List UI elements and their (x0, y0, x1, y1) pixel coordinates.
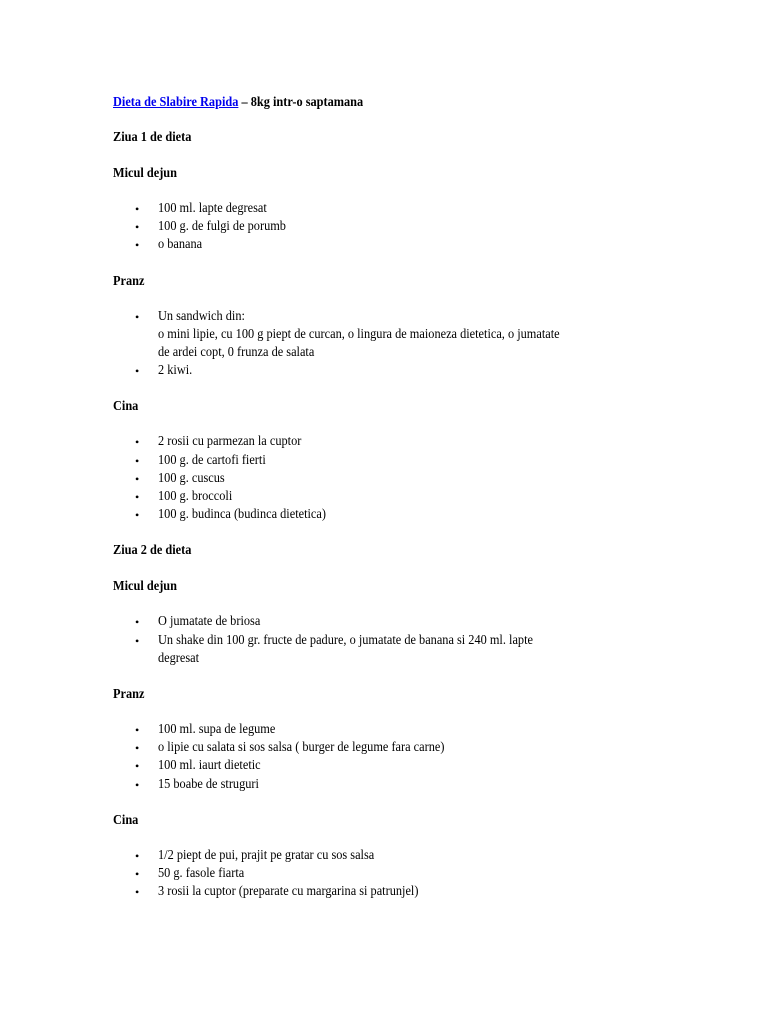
list-item (113, 433, 673, 451)
title-link[interactable]: Dieta de Slabire Rapida (113, 95, 239, 110)
list-item (113, 721, 673, 739)
bullet-icon: • (135, 759, 140, 774)
list-item-text: O jumatate de briosa (158, 614, 261, 630)
diet-days (113, 129, 673, 901)
list-item (113, 632, 673, 668)
list-item (113, 776, 673, 794)
list-item-text: Un shake din 100 gr. fructe de padure, o jumatate de banana si 240 ml. lapte (158, 632, 533, 648)
meal-items-list (113, 433, 673, 524)
list-item-text: 100 ml. iaurt dietetic (158, 758, 261, 774)
bullet-icon: • (135, 220, 140, 235)
meal-heading-text: Micul dejun (113, 166, 178, 181)
meal-heading (113, 686, 673, 704)
meal-items-list (113, 613, 673, 668)
meal-items-list (113, 721, 673, 794)
bullet-icon: • (135, 202, 140, 216)
list-item (113, 470, 673, 488)
list-item-text: o lipie cu salata si sos salsa ( burger de legume fara carne) (158, 740, 445, 756)
diet-day (113, 542, 673, 901)
bullet-icon: • (135, 309, 140, 324)
list-item-text: o banana (158, 237, 203, 253)
day-heading-text: Ziua 2 de dieta (113, 543, 192, 559)
list-item-text: 3 rosii la cuptor (preparate cu margarina si patrunjel) (158, 884, 419, 900)
list-item-text: 100 g. broccoli (158, 489, 233, 505)
list-item-text: 100 g. budinca (budinca dietetica) (158, 507, 326, 523)
bullet-icon: • (135, 435, 140, 450)
list-item (113, 865, 673, 883)
bullet-icon: • (135, 508, 140, 523)
document-title (113, 94, 673, 112)
bullet-icon: • (135, 453, 140, 468)
list-item-text: 100 g. de fulgi de porumb (158, 219, 286, 235)
bullet-icon: • (135, 364, 140, 379)
list-item (113, 488, 673, 506)
list-item-text: Un sandwich din: (158, 308, 245, 324)
list-item-text: 50 g. fasole fiarta (158, 866, 245, 882)
list-item-text: 2 rosii cu parmezan la cuptor (158, 434, 302, 450)
bullet-icon: • (135, 885, 140, 900)
meal-items-list (113, 308, 673, 381)
bullet-icon: • (135, 490, 140, 505)
list-item (113, 452, 673, 470)
list-item (113, 200, 673, 218)
meal-items-list (113, 847, 673, 902)
document-title-text (113, 94, 363, 112)
meal-heading (113, 578, 673, 596)
meal-heading (113, 165, 673, 183)
list-item-text: 2 kiwi. (158, 363, 193, 379)
bullet-icon: • (135, 723, 140, 738)
list-item-text: 1/2 piept de pui, prajit pe gratar cu sos salsa (158, 847, 375, 863)
title-subtitle: – 8kg intr-o saptamana (238, 95, 364, 110)
day-heading (113, 129, 673, 147)
list-item-text: 100 ml. lapte degresat (158, 201, 267, 216)
list-item-text: o mini lipie, cu 100 g piept de curcan, o lingura de maioneza dietetica, o jumatate (158, 326, 560, 342)
diet-day (113, 129, 673, 524)
list-item-text: de ardei copt, 0 frunza de salata (158, 345, 315, 361)
meal-heading-text: Micul dejun (113, 579, 178, 595)
meal-heading (113, 273, 673, 291)
meal-heading-text: Cina (113, 399, 139, 415)
day-heading-text: Ziua 1 de dieta (113, 130, 192, 145)
meal-heading-text: Pranz (113, 687, 145, 703)
list-item (113, 218, 673, 236)
list-item (113, 757, 673, 775)
list-item (113, 847, 673, 865)
list-item-text: 15 boabe de struguri (158, 776, 259, 792)
list-item (113, 613, 673, 631)
meal-heading-text: Pranz (113, 273, 145, 289)
list-item (113, 308, 673, 363)
list-item-text: 100 g. cuscus (158, 470, 225, 486)
meal-heading (113, 398, 673, 416)
meal-heading (113, 812, 673, 830)
bullet-icon: • (135, 238, 140, 253)
list-item (113, 362, 673, 380)
list-item (113, 739, 673, 757)
list-item (113, 506, 673, 524)
bullet-icon: • (135, 741, 140, 756)
bullet-icon: • (135, 867, 140, 882)
day-heading (113, 542, 673, 560)
list-item (113, 883, 673, 901)
bullet-icon: • (135, 615, 140, 630)
bullet-icon: • (135, 471, 140, 486)
bullet-icon: • (135, 633, 140, 648)
list-item-text: 100 ml. supa de legume (158, 722, 276, 738)
list-item-text: degresat (158, 650, 200, 666)
meal-heading-text: Cina (113, 812, 139, 828)
list-item-text: 100 g. de cartofi fierti (158, 452, 266, 468)
meal-items-list (113, 200, 673, 255)
bullet-icon: • (135, 848, 140, 863)
document-page (113, 94, 673, 919)
bullet-icon: • (135, 777, 140, 792)
list-item (113, 236, 673, 254)
